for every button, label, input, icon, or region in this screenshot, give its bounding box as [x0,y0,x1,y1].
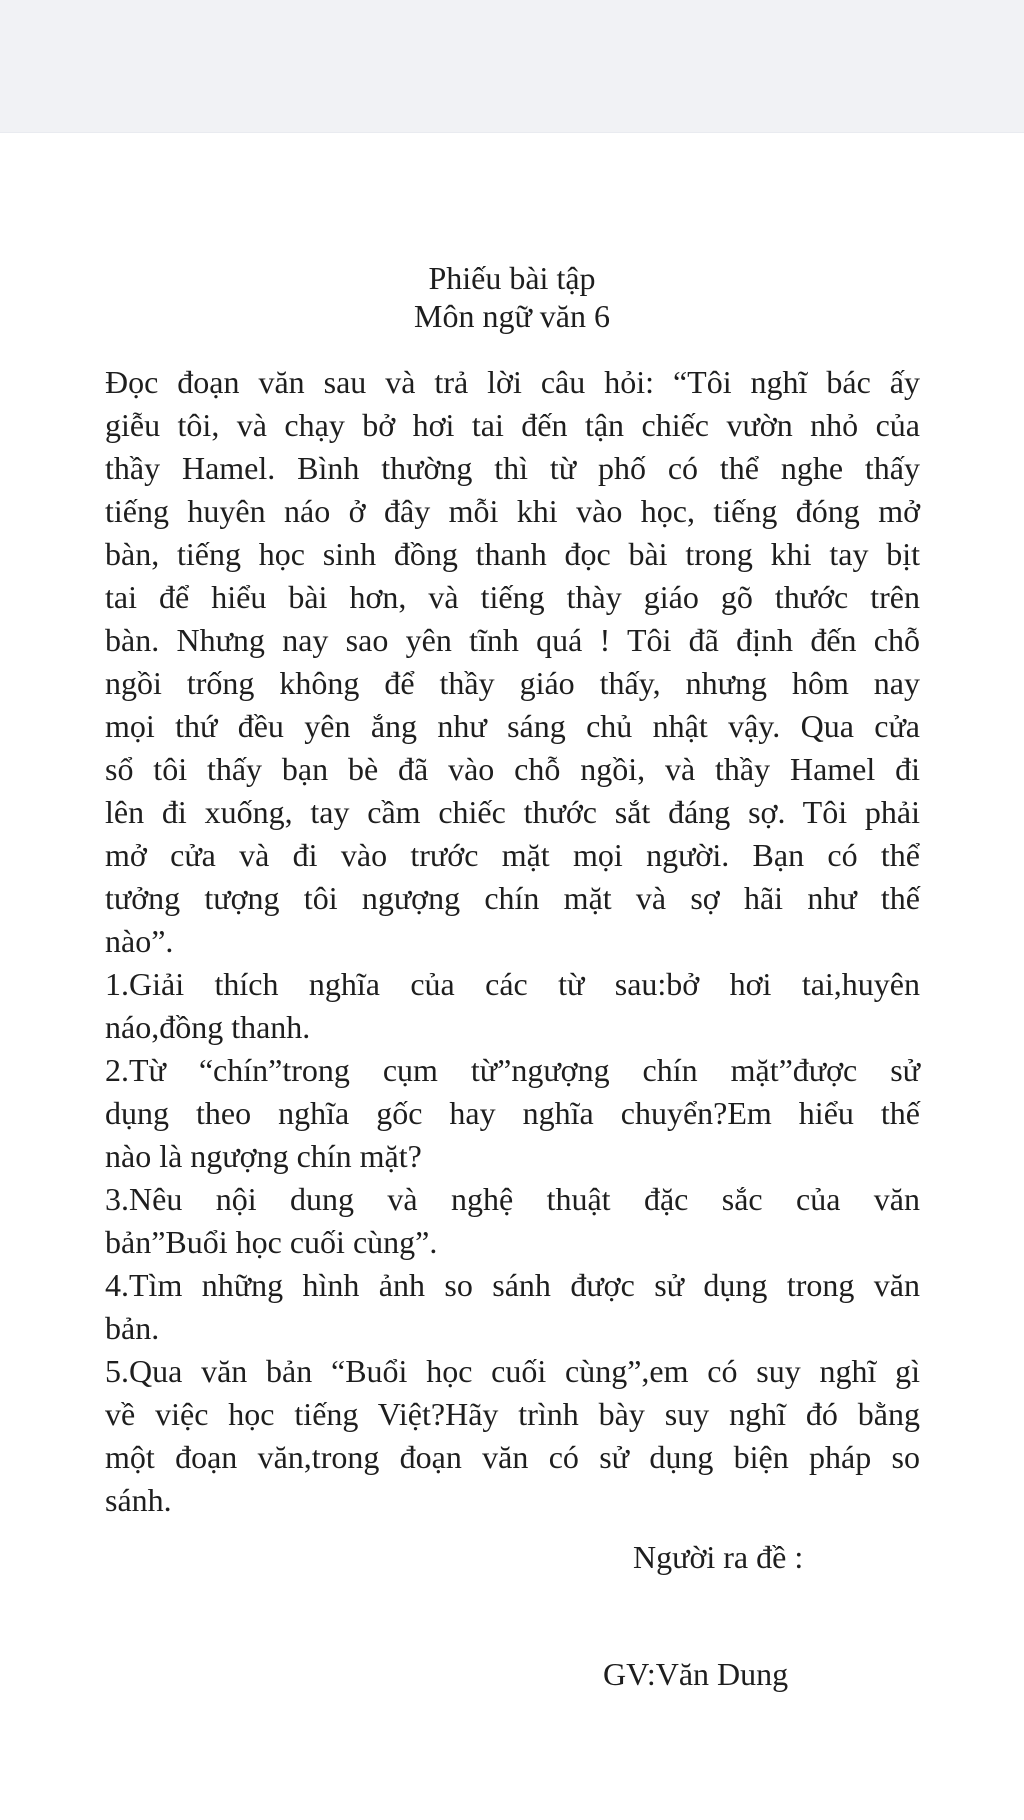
teacher-name: GV:Văn Dung [603,1656,789,1692]
reading-passage-line-3: thầy Hamel. Bình thường thì từ phố có thể nghe thấy [105,450,920,486]
reading-passage-line-10: sổ tôi thấy bạn bè đã vào chỗ ngồi, và thầy Hamel đi [105,751,920,787]
reading-passage-line-12: mở cửa và đi vào trước mặt mọi người. Bạn có thể [105,837,920,873]
question-5-line-1: 5.Qua văn bản “Buổi học cuối cùng”,em có suy nghĩ gì [105,1353,920,1389]
question-2-line-2: dụng theo nghĩa gốc hay nghĩa chuyển?Em hiểu thế [105,1095,920,1131]
reading-passage-line-7: bàn. Nhưng nay sao yên tĩnh quá ! Tôi đã định đến chỗ [105,622,920,658]
reading-passage-line-2: giễu tôi, và chạy bở hơi tai đến tận chiếc vườn nhỏ của [105,407,920,443]
question-1-line-1: 1.Giải thích nghĩa của các từ sau:bở hơi tai,huyên [105,966,920,1002]
worksheet-document [0,259,1024,1696]
reading-passage-line-6: tai để hiểu bài hơn, và tiếng thày giáo gõ thước trên [105,579,920,615]
question-3-line-1: 3.Nêu nội dung và nghệ thuật đặc sắc của văn [105,1181,920,1217]
reading-passage-line-13: tưởng tượng tôi ngượng chín mặt và sợ hãi như thế [105,880,920,916]
question-5-line-3: một đoạn văn,trong đoạn văn có sử dụng biện pháp so [105,1439,920,1475]
doc-title: Phiếu bài tập [428,260,596,296]
reading-passage-line-5: bàn, tiếng học sinh đồng thanh đọc bài trong khi tay bịt [105,536,920,572]
top-gray-band [0,0,1024,133]
issuer-label: Người ra đề : [633,1539,804,1575]
question-4-line-2: bản. [105,1310,160,1346]
doc-body [105,361,920,1522]
reading-passage-line-14: nào”. [105,923,174,959]
reading-passage-line-4: tiếng huyên náo ở đây mỗi khi vào học, tiếng đóng mở [105,493,920,529]
question-5-line-2: về việc học tiếng Việt?Hãy trình bày suy nghĩ đó bằng [105,1396,920,1432]
reading-passage-line-11: lên đi xuống, tay cầm chiếc thước sắt đáng sợ. Tôi phải [105,794,920,830]
question-2-line-3: nào là ngượng chín mặt? [105,1138,422,1174]
question-3-line-2: bản”Buổi học cuối cùng”. [105,1224,438,1260]
question-1-line-2: náo,đồng thanh. [105,1009,311,1045]
question-4-line-1: 4.Tìm những hình ảnh so sánh được sử dụng trong văn [105,1267,920,1303]
reading-passage-line-1: Đọc đoạn văn sau và trả lời câu hỏi: “Tôi nghĩ bác ấy [105,364,920,400]
question-5-line-4: sánh. [105,1482,172,1518]
reading-passage-line-8: ngồi trống không để thầy giáo thấy, nhưng hôm nay [105,665,920,701]
question-2-line-1: 2.Từ “chín”trong cụm từ”ngượng chín mặt”được sử [105,1052,920,1088]
reading-passage-line-9: mọi thứ đều yên ắng như sáng chủ nhật vậy. Qua cửa [105,708,920,744]
doc-subtitle: Môn ngữ văn 6 [414,298,610,334]
